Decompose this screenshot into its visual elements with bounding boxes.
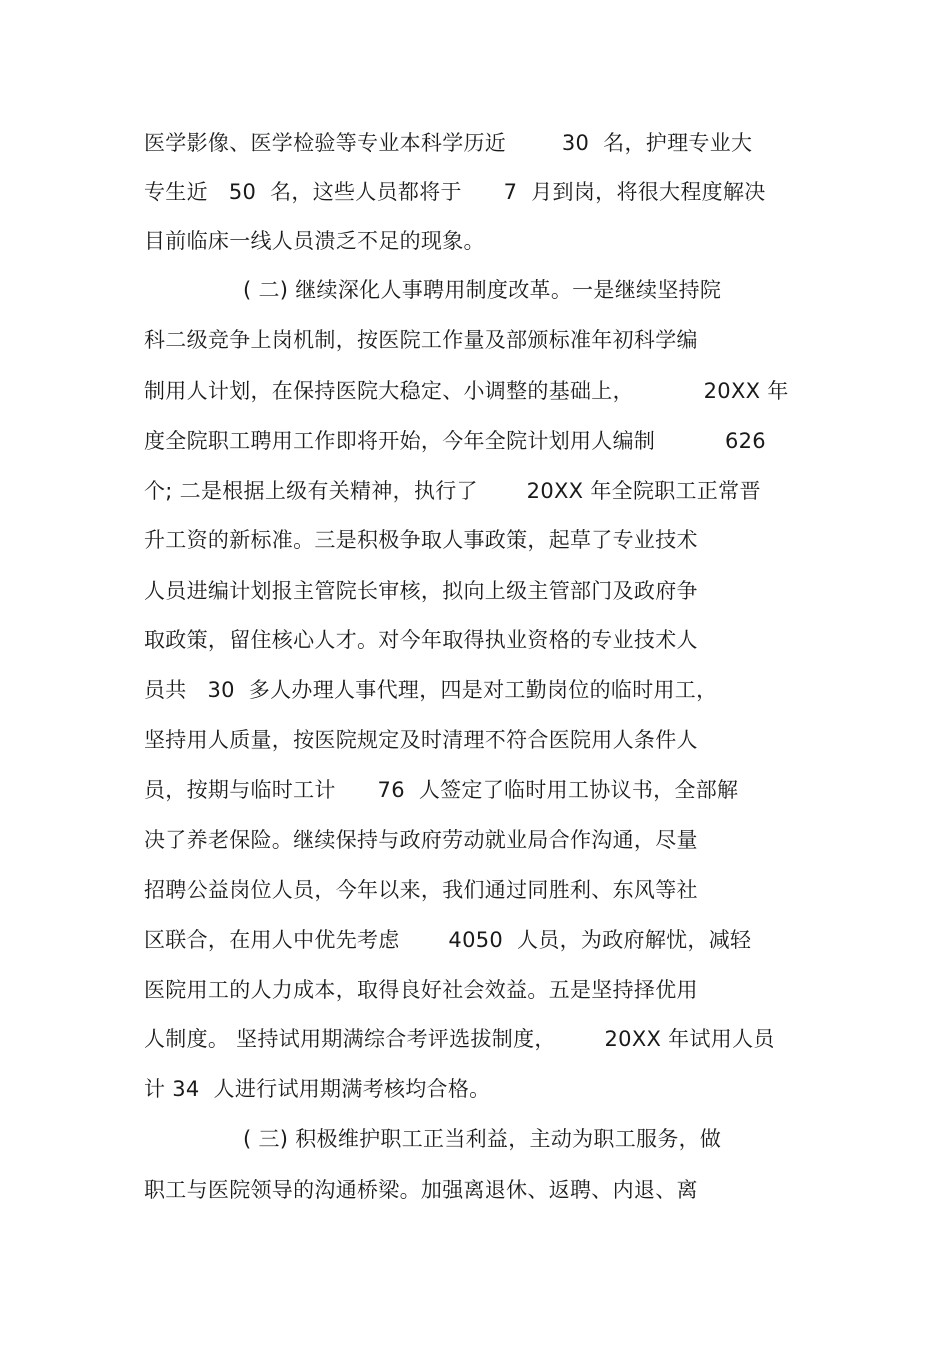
text-line-17: 区联合，在用人中优先考虑 4050 人员，为政府解忧，减轻 [144,928,752,952]
text-line-19: 人制度。 坚持试用期满综合考评选拔制度， 20XX 年试用人员 [144,1027,775,1051]
text-line-8: 个; 二是根据上级有关精神，执行了 20XX 年全院职工正常晋 [144,479,761,503]
text-line-10: 人员进编计划报主管院长审核，拟向上级主管部门及政府争 [144,579,698,603]
text-line-9: 升工资的新标准。三是积极争取人事政策，起草了专业技术 [144,528,698,552]
text-line-11: 取政策，留住核心人才。对今年取得执业资格的专业技术人 [144,628,698,652]
text-line-3: 目前临床一线人员溃乏不足的现象。 [144,229,485,253]
text-line-1: 医学影像、医学检验等专业本科学历近 30 名，护理专业大 [144,131,753,155]
text-line-22: 职工与医院领导的沟通桥梁。加强离退休、返聘、内退、离 [144,1178,698,1202]
text-line-2: 专生近 50 名，这些人员都将于 7 月到岗，将很大程度解决 [144,180,766,204]
text-line-14: 员，按期与临时工计 76 人签定了临时用工协议书，全部解 [144,778,739,802]
text-line-7: 度全院职工聘用工作即将开始，今年全院计划用人编制 626 [144,429,766,453]
text-line-20: 计 34 人进行试用期满考核均合格。 [144,1077,491,1101]
text-line-6: 制用人计划，在保持医院大稳定、小调整的基础上， 20XX 年 [144,379,789,403]
section-heading-2: ( 二) 继续深化人事聘用制度改革。一是继续坚持院 [243,278,722,302]
section-heading-3: ( 三) 积极维护职工正当利益，主动为职工服务，做 [243,1127,722,1151]
text-line-12: 员共 30 多人办理人事代理，四是对工勤岗位的临时用工， [144,678,718,702]
text-line-5: 科二级竞争上岗机制，按医院工作量及部颁标准年初科学编 [144,328,698,352]
text-line-16: 招聘公益岗位人员，今年以来，我们通过同胜利、东风等社 [144,878,698,902]
text-line-13: 坚持用人质量，按医院规定及时清理不符合医院用人条件人 [144,728,698,752]
text-line-18: 医院用工的人力成本，取得良好社会效益。五是坚持择优用 [144,978,698,1002]
text-line-15: 决了养老保险。继续保持与政府劳动就业局合作沟通，尽量 [144,828,698,852]
